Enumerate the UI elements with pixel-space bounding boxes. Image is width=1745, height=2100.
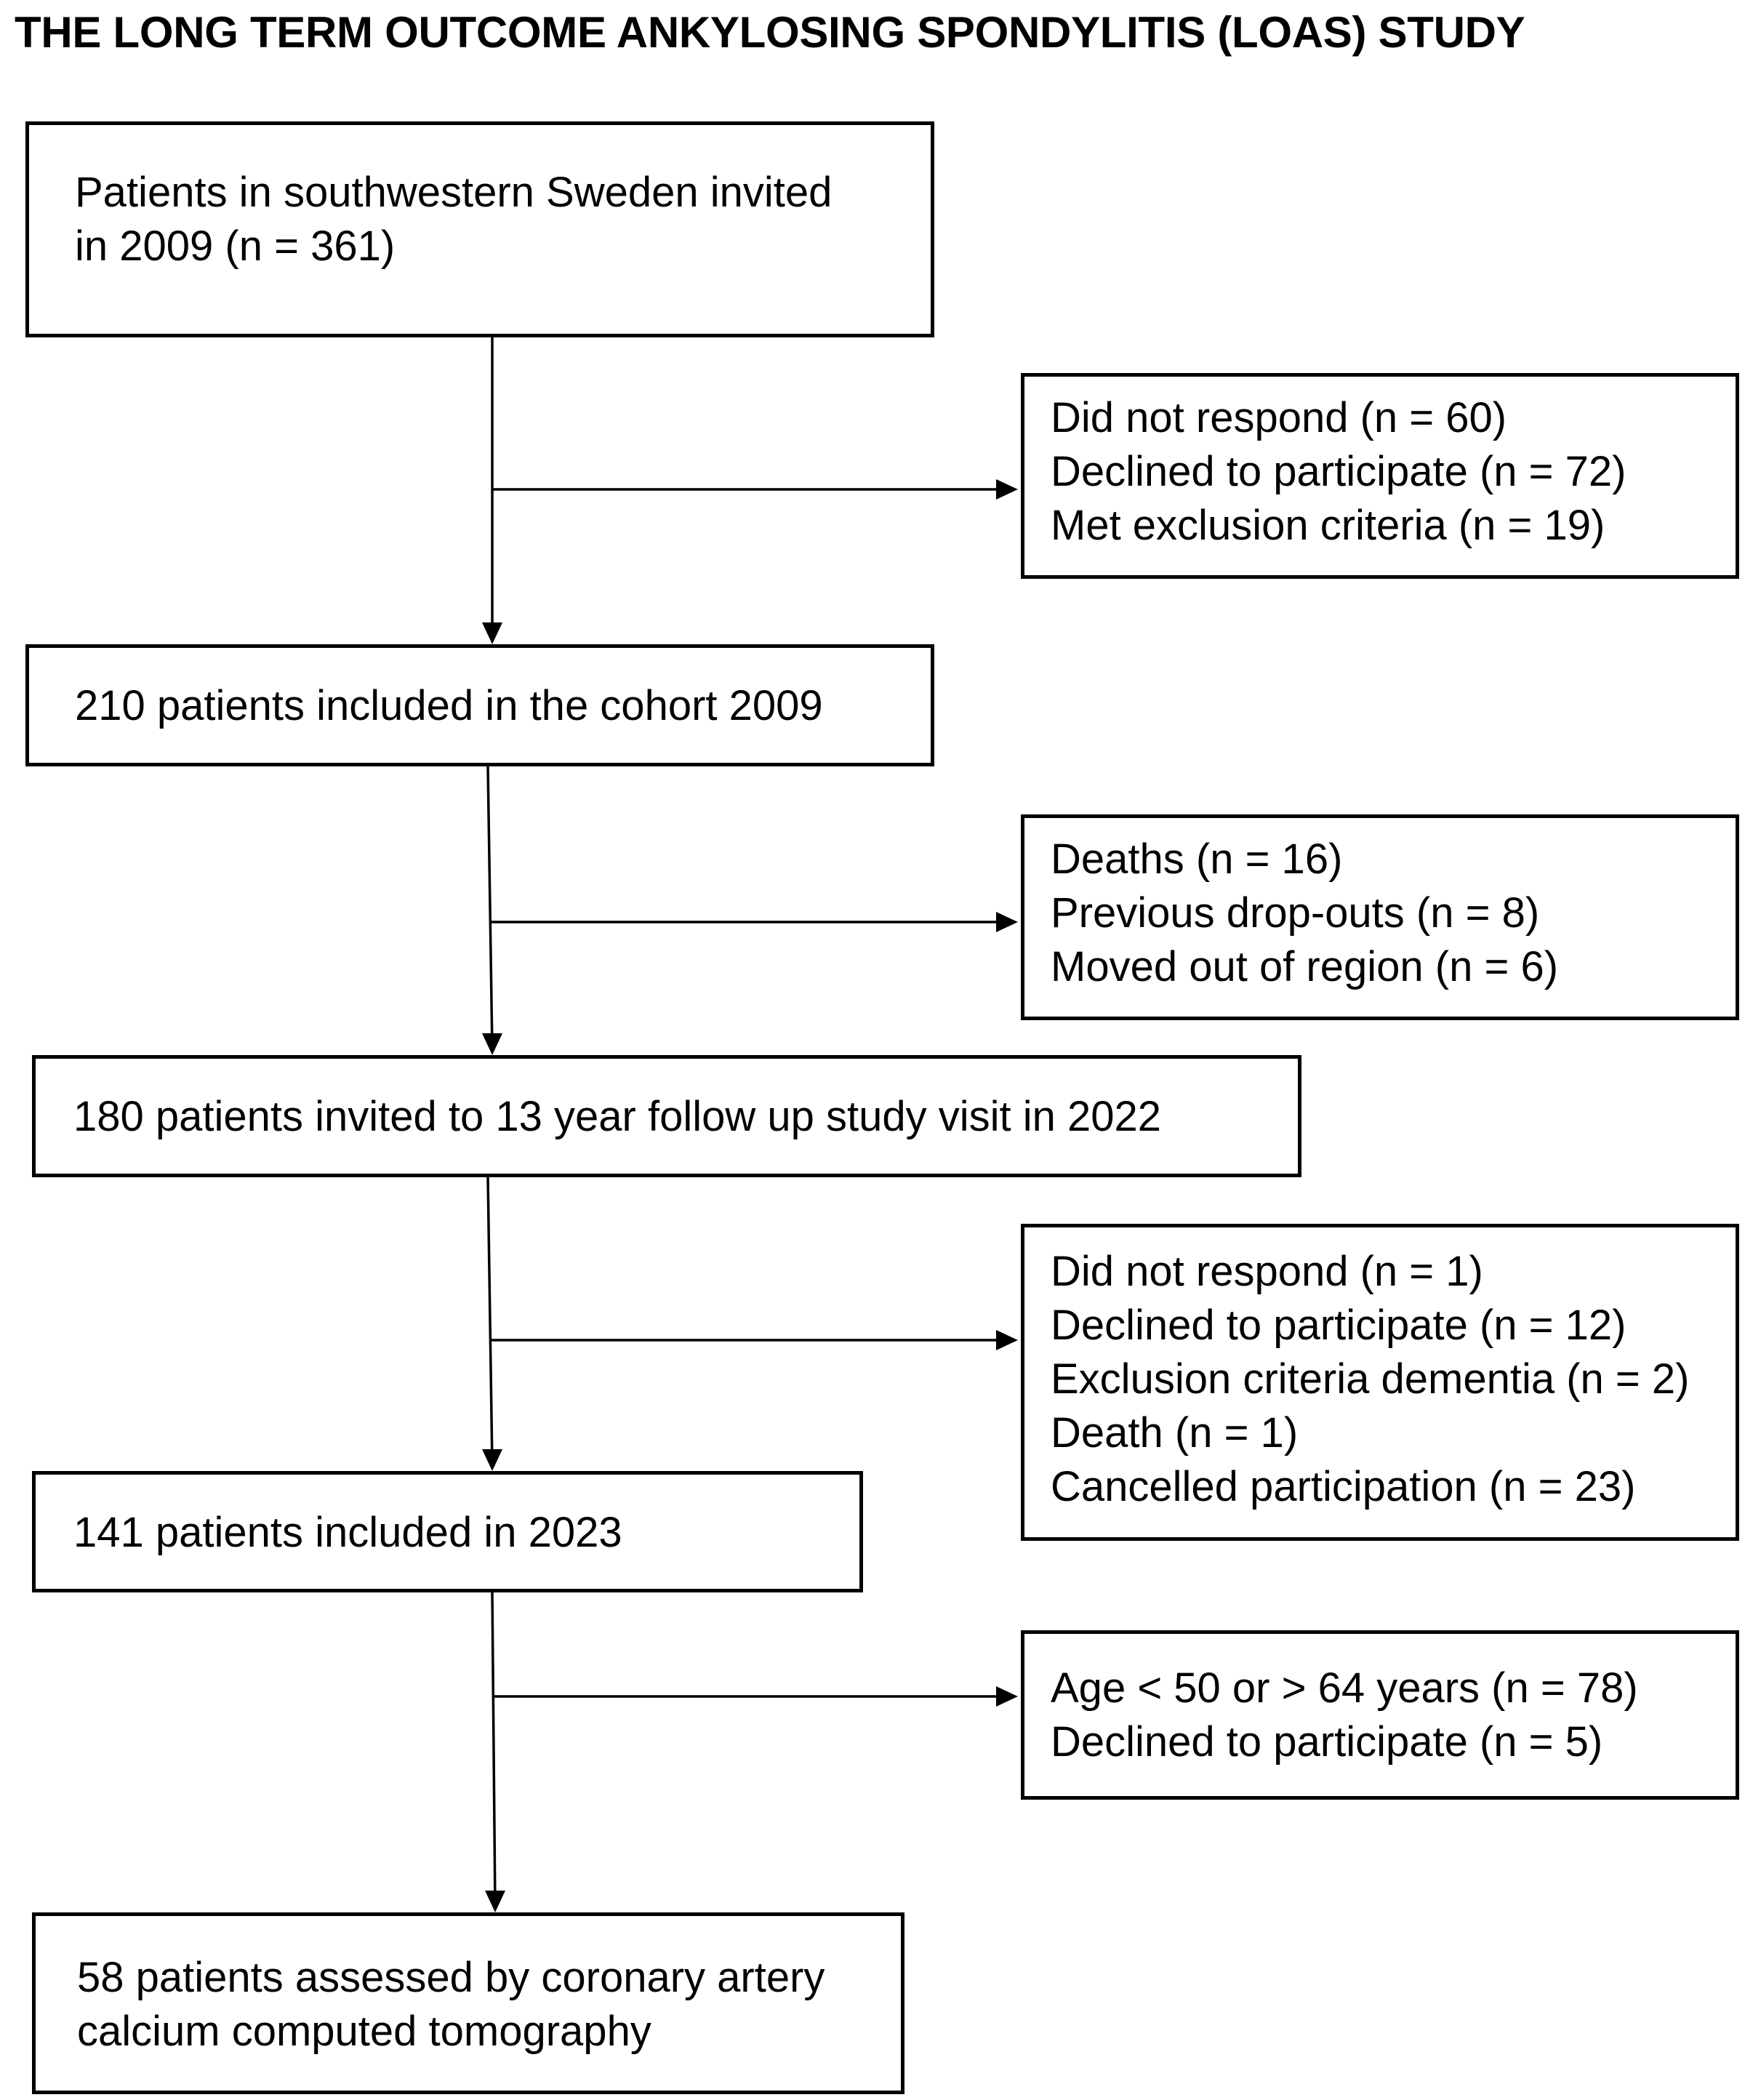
box-included-2023 — [32, 1471, 863, 1592]
arrow-included-to-assessed — [492, 1592, 495, 1907]
exclusion-item: Age < 50 or > 64 years (n = 78) — [1051, 1664, 1638, 1712]
exclusion-item: Did not respond (n = 60) — [1051, 394, 1507, 441]
exclusion-item: Moved out of region (n = 6) — [1051, 943, 1559, 990]
box-cohort-2009 — [25, 644, 934, 766]
box-exclusions-step1 — [1021, 373, 1739, 579]
arrowhead-excl-1 — [996, 479, 1018, 500]
arrowhead-excl-3 — [996, 1330, 1018, 1350]
arrowhead-cohort — [482, 622, 502, 644]
box-text-line: 210 patients included in the cohort 2009 — [75, 682, 823, 729]
box-exclusions-step4 — [1021, 1630, 1739, 1800]
box-text-line: calcium computed tomography — [77, 2008, 651, 2055]
box-text-line: 141 patients included in 2023 — [73, 1509, 622, 1556]
box-exclusions-step3 — [1021, 1224, 1739, 1541]
arrowhead-followup — [482, 1033, 502, 1055]
exclusion-item: Previous drop-outs (n = 8) — [1051, 889, 1540, 937]
box-followup-2022 — [32, 1055, 1301, 1177]
exclusion-item: Did not respond (n = 1) — [1051, 1248, 1483, 1295]
box-exclusions-step2 — [1021, 814, 1739, 1020]
arrowhead-assessed — [485, 1891, 505, 1912]
exclusion-item: Declined to participate (n = 5) — [1051, 1718, 1603, 1766]
arrow-followup-to-included — [488, 1177, 492, 1465]
box-patients-invited — [25, 121, 934, 337]
exclusion-item: Declined to participate (n = 12) — [1051, 1302, 1626, 1349]
arrow-cohort-to-followup — [488, 766, 492, 1049]
exclusion-item: Deaths (n = 16) — [1051, 835, 1343, 883]
box-assessed-cac-ct — [32, 1912, 904, 2094]
exclusion-item: Declined to participate (n = 72) — [1051, 448, 1626, 495]
exclusion-item: Death (n = 1) — [1051, 1409, 1299, 1456]
diagram-title: THE LONG TERM OUTCOME ANKYLOSING SPONDYLITIS (LOAS) STUDY — [15, 8, 1525, 57]
arrowhead-included — [482, 1449, 502, 1471]
box-text-line: Patients in southwestern Sweden invited — [75, 169, 833, 216]
arrowhead-excl-4 — [996, 1686, 1018, 1707]
box-text-line: in 2009 (n = 361) — [75, 223, 396, 270]
exclusion-item: Cancelled participation (n = 23) — [1051, 1463, 1636, 1510]
box-text-line: 58 patients assessed by coronary artery — [77, 1954, 825, 2001]
exclusion-item: Exclusion criteria dementia (n = 2) — [1051, 1355, 1690, 1403]
arrowhead-excl-2 — [996, 912, 1018, 932]
box-text-line: 180 patients invited to 13 year follow up study visit in 2022 — [73, 1093, 1162, 1140]
exclusion-item: Met exclusion criteria (n = 19) — [1051, 502, 1605, 549]
